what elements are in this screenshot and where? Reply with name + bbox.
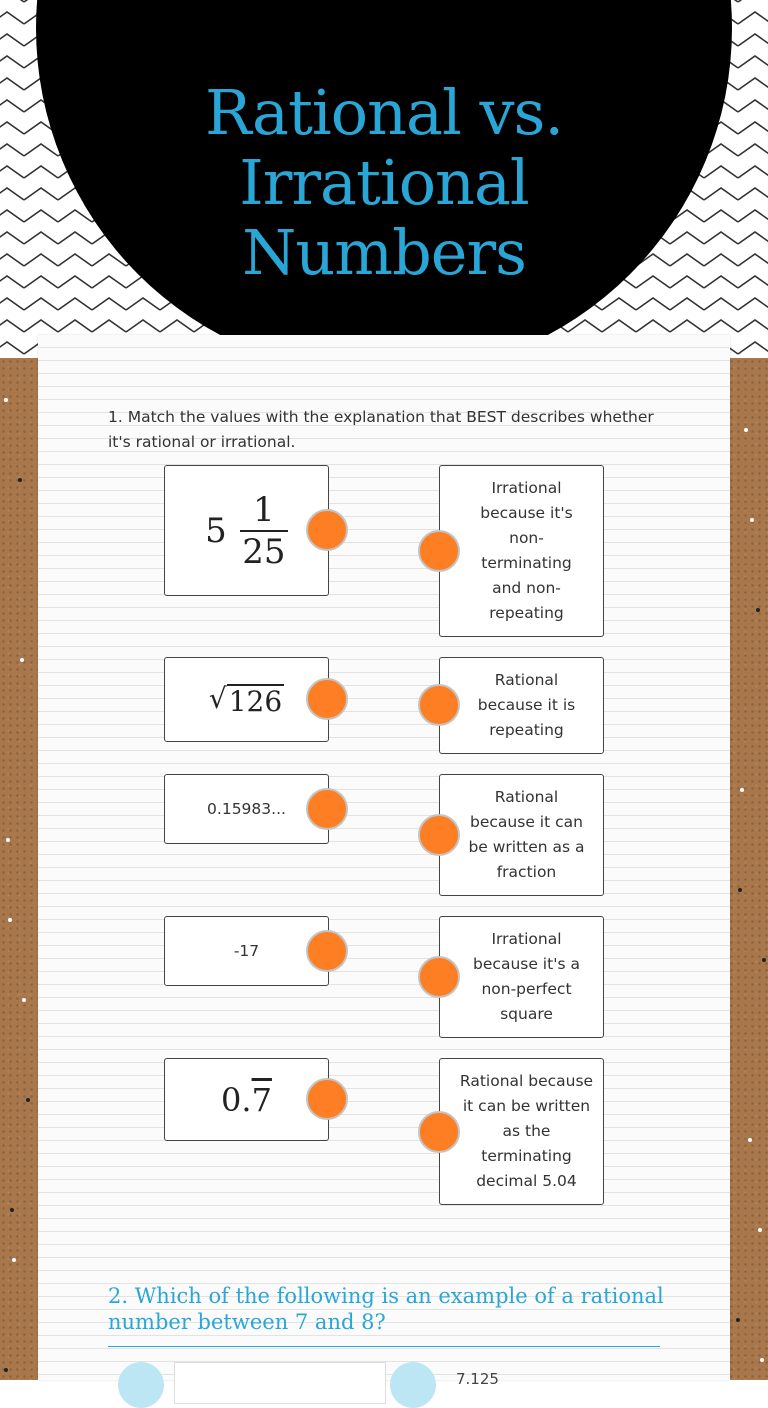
chevron-stroke — [636, 298, 670, 310]
chevron-stroke — [24, 320, 58, 332]
match-left-connector-3[interactable] — [306, 788, 348, 830]
match-left-item-2[interactable] — [164, 657, 329, 742]
chevron-stroke — [738, 320, 768, 332]
option-label-2: 7.125 — [456, 1370, 499, 1388]
cork-speck — [4, 398, 8, 402]
square-root-expression: √ 126 — [208, 681, 283, 718]
chevron-stroke — [24, 298, 58, 310]
chevron-stroke — [92, 298, 126, 310]
match-right-item-3[interactable]: Rational because it can be written as a fraction — [439, 774, 604, 896]
cork-speck — [744, 428, 748, 432]
chevron-stroke — [58, 320, 92, 332]
cork-speck — [756, 608, 760, 612]
cork-speck — [12, 1258, 16, 1262]
cork-speck — [748, 1138, 752, 1142]
chevron-stroke — [126, 320, 160, 332]
chevron-stroke — [738, 298, 768, 310]
chevron-stroke — [0, 56, 24, 68]
cork-speck — [10, 1208, 14, 1212]
match-right-connector-2[interactable] — [418, 684, 460, 726]
match-right-connector-1[interactable] — [418, 530, 460, 572]
match-right-item-5[interactable]: Rational because it can be written as the terminating decimal 5.04 — [439, 1058, 604, 1205]
worksheet-paper — [38, 335, 730, 1380]
match-right-item-2[interactable]: Rational because it is repeating — [439, 657, 604, 754]
match-right-connector-3[interactable] — [418, 814, 460, 856]
cork-speck — [22, 998, 26, 1002]
chevron-stroke — [738, 34, 768, 46]
question-2-divider — [108, 1346, 660, 1347]
chevron-stroke — [0, 320, 24, 332]
chevron-stroke — [602, 298, 636, 310]
chevron-stroke — [670, 298, 704, 310]
match-left-connector-4[interactable] — [306, 930, 348, 972]
chevron-stroke — [0, 34, 24, 46]
cork-speck — [8, 918, 12, 922]
chevron-stroke — [738, 56, 768, 68]
chevron-stroke — [568, 320, 602, 332]
cork-speck — [738, 888, 742, 892]
page-title — [0, 78, 768, 288]
cork-speck — [736, 1318, 740, 1322]
chevron-stroke — [0, 342, 24, 354]
chevron-stroke — [738, 0, 768, 2]
cork-speck — [18, 478, 22, 482]
cork-speck — [20, 658, 24, 662]
match-left-connector-2[interactable] — [306, 678, 348, 720]
cork-speck — [762, 958, 766, 962]
match-left-item-1[interactable] — [164, 465, 329, 596]
match-right-connector-5[interactable] — [418, 1111, 460, 1153]
chevron-stroke — [0, 298, 24, 310]
match-left-connector-5[interactable] — [306, 1078, 348, 1120]
chevron-stroke — [738, 12, 768, 24]
match-right-connector-4[interactable] — [418, 956, 460, 998]
page-title-text: Rational vs. Irrational Numbers — [204, 76, 564, 289]
chevron-stroke — [0, 0, 24, 2]
match-left-connector-1[interactable] — [306, 509, 348, 551]
cork-speck — [4, 1368, 8, 1372]
cork-speck — [750, 518, 754, 522]
match-left-item-5[interactable] — [164, 1058, 329, 1141]
cork-speck — [26, 1098, 30, 1102]
cork-speck — [6, 838, 10, 842]
match-right-item-1[interactable]: Irrational because it's non-terminating and non-repeating — [439, 465, 604, 637]
cork-speck — [760, 1358, 764, 1362]
match-right-item-4[interactable]: Irrational because it's a non-perfect square — [439, 916, 604, 1038]
repeating-decimal: 0.7 — [221, 1080, 272, 1119]
cork-speck — [740, 788, 744, 792]
chevron-stroke — [58, 298, 92, 310]
chevron-stroke — [704, 298, 738, 310]
question-1-prompt: 1. Match the values with the explanation that BEST describes whether it's rational or irrational. — [108, 408, 654, 451]
chevron-stroke — [602, 320, 636, 332]
question-2-prompt: 2. Which of the following is an example of a rational number between 7 and 8? — [108, 1284, 664, 1334]
chevron-stroke — [738, 342, 768, 354]
chevron-stroke — [126, 298, 160, 310]
mixed-number: 5 $\frac{1}{25}$ — [205, 490, 288, 572]
chevron-stroke — [92, 320, 126, 332]
chevron-stroke — [704, 320, 738, 332]
chevron-stroke — [670, 320, 704, 332]
option-card-1[interactable] — [174, 1362, 386, 1404]
chevron-stroke — [636, 320, 670, 332]
option-radio-2[interactable] — [390, 1362, 436, 1408]
match-left-item-4[interactable]: -17 — [164, 916, 329, 986]
cork-speck — [758, 1228, 762, 1232]
chevron-stroke — [160, 320, 194, 332]
chevron-stroke — [0, 12, 24, 24]
option-radio-1[interactable] — [118, 1362, 164, 1408]
match-left-item-3[interactable]: 0.15983... — [164, 774, 329, 844]
